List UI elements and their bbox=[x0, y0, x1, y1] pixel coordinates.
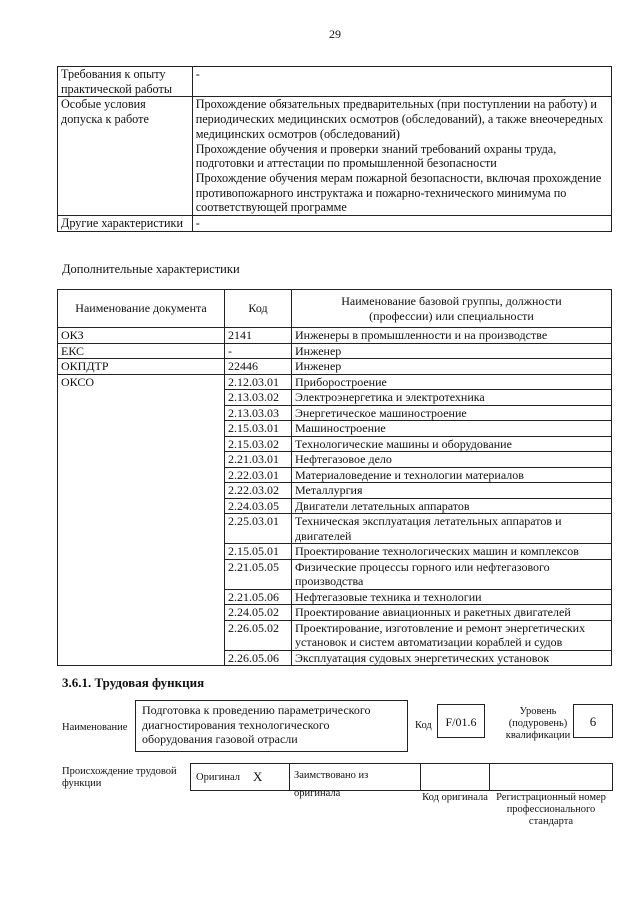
function-heading: 3.6.1. Трудовая функция bbox=[62, 675, 205, 690]
cell-name: Приборостроение bbox=[292, 374, 612, 390]
table-row bbox=[58, 436, 612, 452]
cell-doc: ЕКС bbox=[58, 343, 225, 359]
requirement-line: Прохождение обязательных предварительных (при поступлении на работу) и периодических медицинских осмотров (обследований), а также внеочередных медицинских осмотров (обследований) bbox=[195, 97, 604, 141]
table-row bbox=[58, 390, 612, 406]
table-row bbox=[58, 421, 612, 437]
cell-code: 2.15.05.01 bbox=[225, 544, 292, 560]
table-row bbox=[58, 67, 612, 97]
cell-code: 2.24.05.02 bbox=[225, 605, 292, 621]
table-row bbox=[58, 514, 612, 544]
cell-code: 2.21.03.01 bbox=[225, 452, 292, 468]
cell-name: Инженер bbox=[292, 359, 612, 375]
table-row bbox=[58, 216, 612, 232]
table-header-row bbox=[58, 290, 612, 328]
cell-doc bbox=[58, 405, 225, 421]
cell-code: 2.13.03.03 bbox=[225, 405, 292, 421]
table-row bbox=[58, 343, 612, 359]
cell-code: 2.22.03.02 bbox=[225, 483, 292, 499]
cell-doc bbox=[58, 559, 225, 589]
cell-doc bbox=[58, 650, 225, 666]
level-label: Уровень (подуровень) квалификации bbox=[505, 706, 571, 741]
table-row bbox=[58, 559, 612, 589]
page-number: 29 bbox=[329, 27, 341, 41]
additional-title: Дополнительные характеристики bbox=[62, 262, 240, 276]
requirements-table bbox=[57, 66, 612, 232]
original-label: Оригинал bbox=[196, 772, 240, 783]
table-row bbox=[58, 97, 612, 216]
cell-code: 2.26.05.02 bbox=[225, 620, 292, 650]
requirement-label: Особые условия допуска к работе bbox=[58, 97, 193, 216]
cell-code: 2.22.03.01 bbox=[225, 467, 292, 483]
original-mark: X bbox=[253, 769, 263, 784]
cell-doc bbox=[58, 620, 225, 650]
cell-doc bbox=[58, 589, 225, 605]
cell-name: Физические процессы горного или нефтегазового производства bbox=[292, 559, 612, 589]
code-value: F/01.6 bbox=[445, 715, 477, 729]
cell-name: Технологические машины и оборудование bbox=[292, 436, 612, 452]
cell-name: Проектирование, изготовление и ремонт энергетических установок и систем автоматизации кораблей и судов bbox=[292, 620, 612, 650]
cell-code: 2.21.05.05 bbox=[225, 559, 292, 589]
table-row bbox=[58, 650, 612, 666]
cell-doc bbox=[58, 421, 225, 437]
requirement-value bbox=[192, 67, 611, 97]
cell-doc bbox=[58, 390, 225, 406]
cell-name: Энергетическое машиностроение bbox=[292, 405, 612, 421]
cell-name: Металлургия bbox=[292, 483, 612, 499]
code-label: Код bbox=[415, 720, 432, 731]
cell-name: Двигатели летательных аппаратов bbox=[292, 498, 612, 514]
cell-name: Материаловедение и технологии материалов bbox=[292, 467, 612, 483]
cell-doc bbox=[58, 514, 225, 544]
cell-doc bbox=[58, 467, 225, 483]
requirement-value bbox=[192, 97, 611, 216]
cell-doc bbox=[58, 605, 225, 621]
cell-doc: ОКСО bbox=[58, 374, 225, 390]
cell-code: - bbox=[225, 343, 292, 359]
cell-name: Проектирование авиационных и ракетных двигателей bbox=[292, 605, 612, 621]
table-row bbox=[58, 605, 612, 621]
requirement-line: - bbox=[195, 67, 200, 81]
cell-doc: ОКЗ bbox=[58, 328, 225, 344]
additional-characteristics-table bbox=[57, 289, 612, 666]
table-row bbox=[58, 452, 612, 468]
code-box bbox=[437, 704, 485, 738]
code-origin-cell bbox=[420, 763, 490, 791]
cell-doc bbox=[58, 498, 225, 514]
cell-name: Инженеры в промышленности и на производстве bbox=[292, 328, 612, 344]
cell-code: 22446 bbox=[225, 359, 292, 375]
table-row bbox=[58, 359, 612, 375]
cell-code: 2.25.03.01 bbox=[225, 514, 292, 544]
table-row bbox=[58, 589, 612, 605]
cell-name: Инженер bbox=[292, 343, 612, 359]
reg-number-cell bbox=[489, 763, 613, 791]
requirement-line: Прохождение обучения и проверки знаний требований охраны труда, подготовки и аттестации по промышленной безопасности bbox=[195, 141, 557, 171]
cell-name: Машиностроение bbox=[292, 421, 612, 437]
cell-code: 2.21.05.06 bbox=[225, 589, 292, 605]
header-name: Наименование базовой группы, должности (профессии) или специальности bbox=[292, 290, 612, 328]
cell-name: Нефтегазовые техника и технологии bbox=[292, 589, 612, 605]
requirement-label: Другие характеристики bbox=[58, 216, 193, 232]
cell-code: 2.15.03.02 bbox=[225, 436, 292, 452]
table-row bbox=[58, 467, 612, 483]
cell-code: 2141 bbox=[225, 328, 292, 344]
function-name-value: Подготовка к проведению параметрического диагностирования технологического оборудования газовой отрасли bbox=[142, 703, 371, 746]
cell-name: Нефтегазовое дело bbox=[292, 452, 612, 468]
cell-name: Проектирование технологических машин и комплексов bbox=[292, 544, 612, 560]
table-row bbox=[58, 498, 612, 514]
name-label: Наименование bbox=[62, 722, 128, 733]
cell-doc bbox=[58, 483, 225, 499]
table-row bbox=[58, 328, 612, 344]
table-row bbox=[58, 620, 612, 650]
level-box bbox=[573, 704, 613, 738]
cell-code: 2.26.05.06 bbox=[225, 650, 292, 666]
cell-name: Электроэнергетика и электротехника bbox=[292, 390, 612, 406]
reg-number-label: Регистрационный номер профессионального стандарта bbox=[496, 792, 606, 827]
cell-code: 2.15.03.01 bbox=[225, 421, 292, 437]
header-doc: Наименование документа bbox=[58, 290, 225, 328]
borrowed-label: Заимствовано из оригинала bbox=[294, 770, 369, 799]
cell-doc: ОКПДТР bbox=[58, 359, 225, 375]
table-row bbox=[58, 405, 612, 421]
cell-code: 2.12.03.01 bbox=[225, 374, 292, 390]
cell-name: Техническая эксплуатация летательных аппаратов и двигателей bbox=[292, 514, 612, 544]
table-row bbox=[58, 544, 612, 560]
table-row bbox=[58, 483, 612, 499]
header-code: Код bbox=[225, 290, 292, 328]
level-value: 6 bbox=[589, 714, 597, 729]
cell-doc bbox=[58, 452, 225, 468]
cell-code: 2.24.03.05 bbox=[225, 498, 292, 514]
requirement-value bbox=[192, 216, 611, 232]
borrowed-cell bbox=[289, 763, 421, 799]
requirement-label: Требования к опыту практической работы bbox=[58, 67, 193, 97]
table-row bbox=[58, 374, 612, 390]
cell-name: Эксплуатация судовых энергетических установок bbox=[292, 650, 612, 666]
code-origin-label: Код оригинала bbox=[422, 792, 488, 803]
origin-label: Происхождение трудовой функции bbox=[62, 766, 177, 789]
requirement-line: Прохождение обучения мерам пожарной безопасности, включая прохождение противопожарного инструктажа и пожарно-технического минимума по соответствующей программе bbox=[195, 170, 602, 215]
cell-doc bbox=[58, 436, 225, 452]
original-cell bbox=[190, 763, 290, 791]
requirement-line: - bbox=[195, 216, 200, 231]
cell-code: 2.13.03.02 bbox=[225, 390, 292, 406]
cell-doc bbox=[58, 544, 225, 560]
function-name-box bbox=[135, 700, 408, 752]
